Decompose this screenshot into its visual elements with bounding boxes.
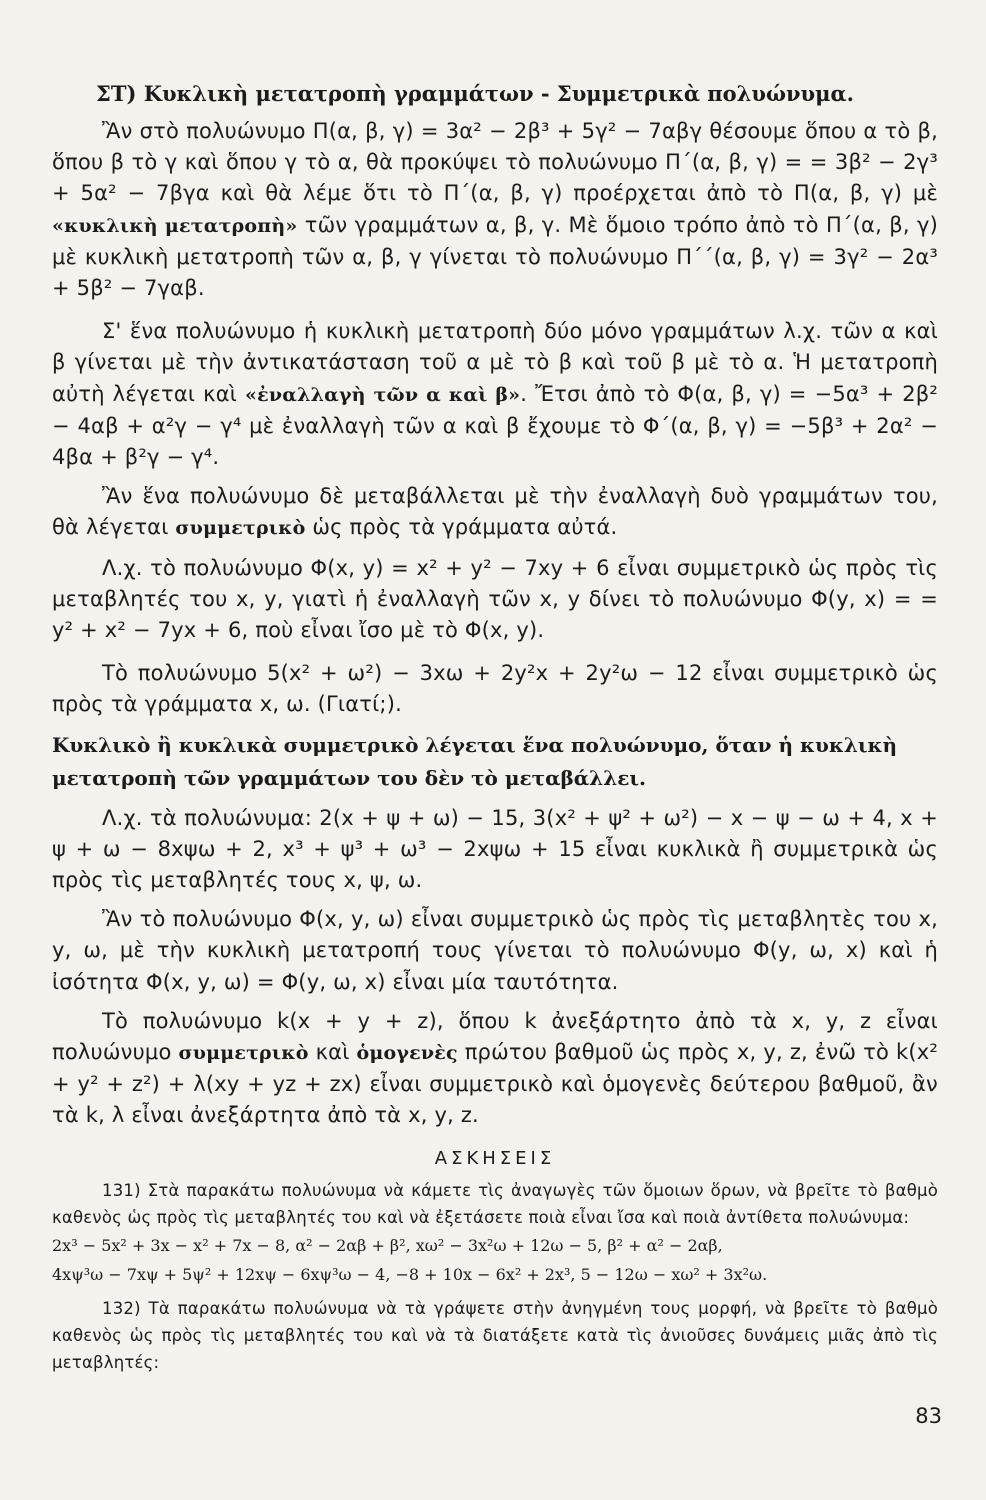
paragraph-text: ὡς πρὸς τὰ γράμματα αὐτά. [305, 515, 618, 540]
paragraph-example-2: Τὸ πολυώνυμο 5(x² + ω²) − 3xω + 2y²x + 2y²ω − 12 εἶναι συμμετρικὸ ὡς πρὸς τὰ γράμματα x, ω. (Γιατί;). [52, 661, 938, 717]
paragraph-text: καὶ [308, 1040, 357, 1065]
bold-term: «ἐναλλαγὴ τῶν α καὶ β» [245, 383, 521, 406]
paragraph-text: Σ' ἕνα πολυώνυμο ἡ κυκλικὴ μετατροπὴ δύο μόνο γραμμάτων λ.χ. τῶν α καὶ β γίνεται μὲ τὴν ἀντικατάσταση τοῦ α μὲ τὸ β καὶ τοῦ β μὲ τὸ α. Ἡ μετατροπὴ αὐτὴ λέγεται καὶ [52, 319, 938, 406]
paragraph-text: . Ἔτσι ἀπὸ τὸ Φ(α, β, γ) = −5α³ + 2β² − 4αβ + α²γ − γ⁴ μὲ ἐναλλαγὴ τῶν α καὶ β ἔχουμε τὸ Φ΄(α, β, γ) = −5β³ + 2α² − 4βα + β²γ − γ⁴. [52, 381, 938, 470]
paragraph-text: τῶν γραμμάτων α, β, γ. Μὲ ὅμοιο τρόπο ἀπὸ τὸ Π΄(α, β, γ) μὲ κυκλικὴ μετατροπὴ τῶν α, β, γ γίνεται τὸ πολυώνυμο Π΄΄(α, β, γ) = 3γ² − 2α³ + 5β² − 7γαβ. [52, 212, 939, 301]
page-number: 83 [915, 1404, 942, 1428]
exercise-131-line-2: 4xψ³ω − 7xψ + 5ψ² + 12xψ − 6xψ³ω − 4, −8 + 10x − 6x² + 2x³, 5 − 12ω − xω² + 3x²ω. [52, 1264, 768, 1284]
paragraph-text: Τὸ πολυώνυμο k(x + y + z), ὅπου k ἀνεξάρτητο ἀπὸ τὰ x, y, z εἶναι πολυώνυμο [52, 1008, 938, 1065]
paragraph-text: Ἂν στὸ πολυώνυμο Π(α, β, γ) = 3α² − 2β³ + 5γ² − 7αβγ θέσουμε ὅπου α τὸ β, ὅπου β τὸ γ καὶ ὅπου γ τὸ α, θὰ προκύψει τὸ πολυώνυμο Π΄(α, β, γ) = = 3β² − 2γ³ + 5α² − 7βγα καὶ θὰ λέμε ὅτι τὸ Π΄(α, β, γ) προέρχεται ἀπὸ τὸ Π(α, β, γ) μὲ [52, 119, 938, 206]
paragraph-text: Ἂν ἕνα πολυώνυμο δὲ μεταβάλλεται μὲ τὴν ἐναλλαγὴ δυὸ γραμμάτων του, θὰ λέγεται [52, 484, 938, 540]
paragraph-cyclic-definition [52, 116, 938, 304]
exercise-132-text: 132) Τὰ παρακάτω πολυώνυμα νὰ τὰ γράψετε στὴν ἀνηγμένη τους μορφή, νὰ βρεῖτε τὸ βαθμὸ καθενὸς ὡς πρὸς τὶς μεταβλητές του καὶ νὰ τὰ διατάξετε κατὰ τὶς ἀνιοῦσες δυνάμεις μιᾶς ἀπὸ τὶς μεταβλητές: [52, 1298, 938, 1372]
paragraph-example-1: Λ.χ. τὸ πολυώνυμο Φ(x, y) = x² + y² − 7xy + 6 εἶναι συμμετρικὸ ὡς πρὸς τὶς μεταβλητές του x, y, γιατὶ ἡ ἐναλλαγὴ τῶν x, y δίνει τὸ πολυώνυμο Φ(y, x) = = y² + x² − 7yx + 6, ποὺ εἶναι ἴσο μὲ τὸ Φ(x, y). [52, 555, 938, 643]
paragraph-swap [52, 316, 938, 473]
paragraph-symmetric [52, 481, 938, 544]
section-title: ΣΤ) Κυκλικὴ μετατροπὴ γραμμάτων - Συμμετρικὰ πολυώνυμα. [96, 81, 854, 106]
exercises-heading: ΑΣΚΗΣΕΙΣ [434, 1147, 556, 1169]
page-body [52, 78, 938, 1376]
paragraph-text: πρώτου βαθμοῦ ὡς πρὸς x, y, z, ἐνῶ τὸ k(x² + y² + z²) + λ(xy + yz + zx) εἶναι συμμετρικὸ καὶ ὁμογενὲς δεύτερου βαθμοῦ, ἂν τὰ k, λ εἶναι ἀνεξάρτητα ἀπὸ τὰ x, y, z. [52, 1040, 938, 1128]
bold-term: «κυκλικὴ μετατροπὴ» [52, 214, 298, 237]
exercise-131-line-1: 2x³ − 5x² + 3x − x² + 7x − 8, α² − 2αβ + β², xω² − 3x²ω + 12ω − 5, β² + α² − 2αβ, [52, 1235, 723, 1255]
paragraph-homogeneous [52, 1006, 938, 1132]
bold-term: συμμετρικὸ [175, 517, 306, 540]
paragraph-example-3: Λ.χ. τὰ πολυώνυμα: 2(x + ψ + ω) − 15, 3(x² + ψ² + ω²) − x − ψ − ω + 4, x + ψ + ω − 8xψω + 2, x³ + ψ³ + ω³ − 2xψω + 15 εἶναι κυκλικὰ ἢ συμμετρικὰ ὡς πρὸς τὶς μεταβλητές τους x, ψ, ω. [52, 805, 938, 893]
exercise-131-text: 131) Στὰ παρακάτω πολυώνυμα νὰ κάμετε τὶς ἀναγωγὲς τῶν ὅμοιων ὅρων, νὰ βρεῖτε τὸ βαθμὸ καθενὸς ὡς πρὸς τὶς μεταβλητές του καὶ νὰ ἐξετάσετε ποιὰ εἶναι ἴσα καὶ ποιὰ ἀντίθετα πολυώνυμα: [52, 1180, 938, 1227]
definition-cyclic-symmetric: Κυκλικὸ ἢ κυκλικὰ συμμετρικὸ λέγεται ἕνα πολυώνυμο, ὅταν ἡ κυκλικὴ μετατροπὴ τῶν γραμμάτων του δὲν τὸ μεταβάλλει. [52, 732, 898, 790]
paragraph-identity: Ἂν τὸ πολυώνυμο Φ(x, y, ω) εἶναι συμμετρικὸ ὡς πρὸς τὶς μεταβλητὲς του x, y, ω, μὲ τὴν κυκλικὴ μετατροπή τους γίνεται τὸ πολυώνυμο Φ(y, ω, x) καὶ ἡ ἰσότητα Φ(x, y, ω) = Φ(y, ω, x) εἶναι μία ταυτότητα. [52, 907, 938, 994]
bold-term: συμμετρικὸ [178, 1042, 309, 1065]
bold-term: ὁμογενὲς [356, 1042, 458, 1065]
